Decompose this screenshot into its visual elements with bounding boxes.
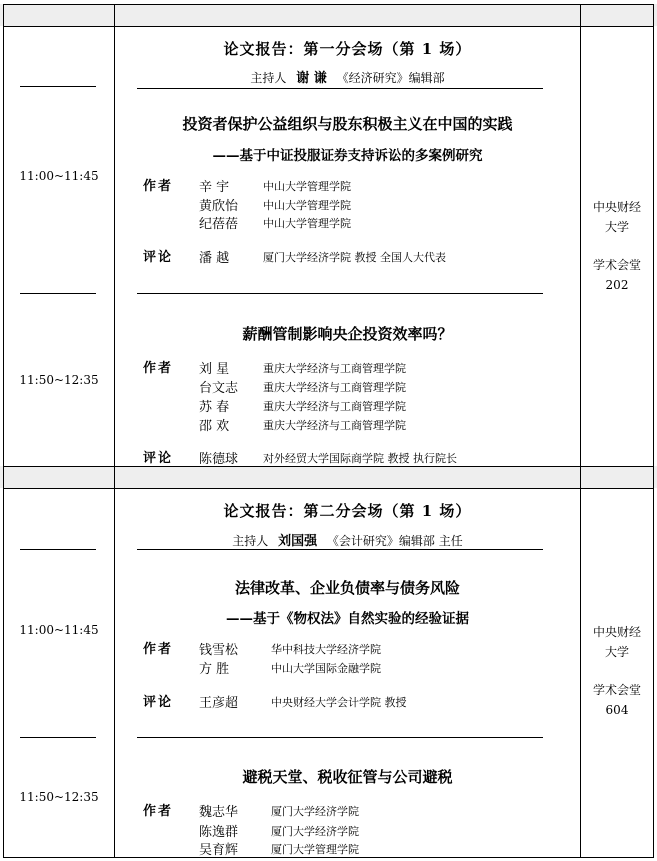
author-name: 台文志	[199, 381, 239, 396]
venue-line: 大学	[604, 645, 629, 659]
session-venue	[581, 197, 653, 295]
paper-separator	[137, 737, 543, 738]
author-name: 方 胜	[199, 662, 230, 677]
author-affiliation: 厦门大学经济学院	[271, 825, 359, 838]
author-name: 魏志华	[199, 805, 239, 820]
author-affiliation: 中山大学管理学院	[263, 217, 351, 230]
time-rule	[20, 86, 96, 87]
author-name: 钱雪松	[199, 643, 239, 658]
table-border-right	[653, 4, 654, 858]
section-divider-band	[0, 466, 657, 488]
discussant-affiliation: 中央财经大学会计学院 教授	[271, 696, 407, 709]
paper-title: 投资者保护公益组织与股东积极主义在中国的实践	[182, 115, 513, 133]
session-host-line	[115, 67, 580, 86]
venue-line: 中央财经	[592, 625, 641, 639]
author-name: 辛 宇	[199, 180, 230, 195]
author-label: 作者	[143, 361, 174, 376]
author-affiliation: 中山大学管理学院	[263, 199, 351, 212]
discussant-name: 潘 越	[199, 251, 230, 266]
session-title: 论文报告：第一分会场（第 1 场）	[223, 40, 472, 58]
table-border-bottom	[3, 857, 654, 858]
paper-time: 11:00~11:45	[19, 169, 99, 183]
session-title-rule	[137, 88, 543, 89]
discussant-label: 评论	[143, 250, 174, 265]
session-title-rule	[137, 549, 543, 550]
host-org: 《会计研究》编辑部 主任	[326, 534, 463, 548]
time-rule	[20, 549, 96, 550]
author-affiliation: 重庆大学经济与工商管理学院	[263, 419, 406, 432]
session-host-line	[115, 530, 580, 549]
paper-subtitle: ——基于中证投服证券支持诉讼的多案例研究	[212, 148, 483, 164]
author-affiliation: 中山大学国际金融学院	[271, 662, 381, 675]
author-affiliation: 厦门大学经济学院	[271, 805, 359, 818]
table-rule	[3, 488, 654, 489]
session-venue	[581, 622, 653, 720]
table-rule	[3, 466, 654, 467]
author-affiliation: 重庆大学经济与工商管理学院	[263, 400, 406, 413]
discussant-affiliation: 厦门大学经济学院 教授 全国人大代表	[263, 251, 446, 264]
discussant-affiliation: 对外经贸大学国际商学院 教授 执行院长	[263, 452, 457, 465]
paper-title: 薪酬管制影响央企投资效率吗？	[242, 325, 453, 343]
discussant-name: 王彦超	[199, 696, 239, 711]
venue-spacer	[581, 237, 653, 255]
venue-line: 大学	[604, 220, 629, 234]
venue-line: 604	[605, 703, 629, 717]
host-name: 谢 谦	[296, 71, 327, 86]
author-name: 陈逸群	[199, 825, 239, 840]
paper-title: 避税天堂、税收征管与公司避税	[242, 768, 453, 786]
author-affiliation: 华中科技大学经济学院	[271, 643, 381, 656]
author-name: 黄欣怡	[199, 199, 239, 214]
venue-spacer	[581, 662, 653, 680]
venue-line: 学术会堂	[592, 258, 641, 272]
paper-separator	[137, 293, 543, 294]
venue-line: 中央财经	[592, 200, 641, 214]
author-affiliation: 重庆大学经济与工商管理学院	[263, 362, 406, 375]
session-title: 论文报告：第二分会场（第 1 场）	[223, 502, 472, 520]
table-header-band	[0, 4, 657, 26]
author-name: 刘 星	[199, 362, 230, 377]
table-rule	[3, 26, 654, 27]
discussant-name: 陈德球	[199, 452, 239, 467]
author-affiliation: 中山大学管理学院	[263, 180, 351, 193]
host-label: 主持人	[232, 534, 269, 548]
paper-title: 法律改革、企业负债率与债务风险	[234, 579, 460, 597]
author-name: 吴育辉	[199, 843, 239, 858]
host-name: 刘国强	[278, 534, 318, 549]
author-label: 作者	[143, 642, 174, 657]
time-rule	[20, 293, 96, 294]
host-label: 主持人	[250, 71, 287, 85]
paper-time: 11:50~12:35	[19, 373, 99, 387]
paper-subtitle: ——基于《物权法》自然实验的经验证据	[226, 611, 469, 627]
discussant-label: 评论	[143, 695, 174, 710]
paper-time: 11:00~11:45	[19, 623, 99, 637]
author-affiliation: 厦门大学管理学院	[271, 843, 359, 856]
author-name: 邵 欢	[199, 419, 230, 434]
author-label: 作者	[143, 804, 174, 819]
venue-line: 202	[605, 278, 629, 292]
author-affiliation: 重庆大学经济与工商管理学院	[263, 381, 406, 394]
table-border-left	[3, 4, 4, 858]
time-rule	[20, 737, 96, 738]
author-name: 纪蓓蓓	[199, 217, 239, 232]
discussant-label: 评论	[143, 451, 174, 466]
column-divider	[580, 4, 581, 858]
table-border-top	[3, 4, 654, 5]
author-label: 作者	[143, 179, 174, 194]
venue-line: 学术会堂	[592, 683, 641, 697]
host-org: 《经济研究》编辑部	[336, 71, 445, 85]
paper-time: 11:50~12:35	[19, 790, 99, 804]
author-name: 苏 春	[199, 400, 230, 415]
